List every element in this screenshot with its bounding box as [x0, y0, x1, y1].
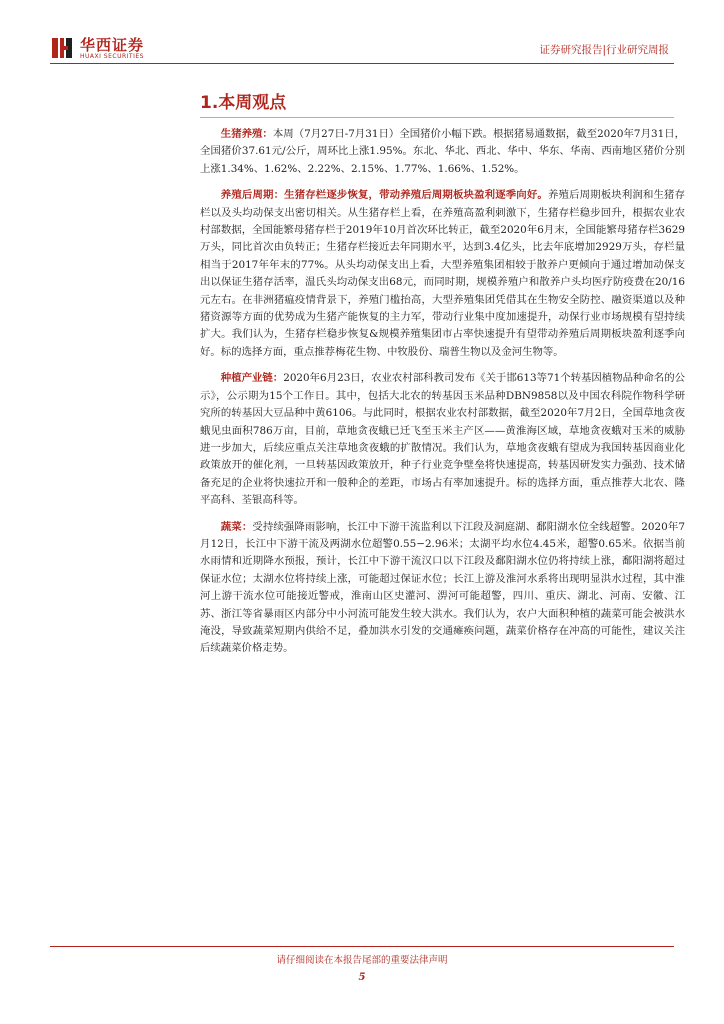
logo-chinese-name: 华西证券 — [80, 36, 145, 54]
legal-notice: 请仔细阅读在本报告尾部的重要法律声明 — [276, 955, 448, 966]
paragraph-text: 养殖后周期板块利润和生猪存栏以及头均动保支出密切相关。从生猪存栏上看，在养殖高盈利刺激下，生猪存栏稳步回升，根据农业农村部数据，全国能繁母猪存栏于2019年10月首次环比转正，截至2020年6月末，全国能繁母猪存栏3629万头，同比首次由负转正；生猪存栏接近去年同期水平，达到3.4亿头，比去年底增加2929万头，存栏量相当于2017年年末的77%。从头均动保支出上看，大型养殖集团相较于散养户更倾向于通过增加动保支出以保证生猪存活率，温氏头均动保支出68元，而同时期，规模养殖户和散养户头均医疗防疫费在20/16元左右。在非洲猪瘟疫情背景下，养殖门槛抬高，大型养殖集团凭借其在生物安全防控、融资渠道以及种猪资源等方面的优势成为生猪产能恢复的主力军，带动行业集中度加速提升，动保行业市场规模有望持续扩大。我们认为，生猪存栏稳步恢复&规模养殖集团市占率快速提升有望带动养殖后周期板块盈利逐季向好。标的选择方面，重点推荐梅花生物、中牧股份、瑞普生物以及金河生物等。 — [200, 189, 686, 358]
huaxi-logo-icon — [50, 36, 74, 60]
paragraph-text: 受持续强降雨影响，长江中下游干流监利以下江段及洞庭湖、鄱阳湖水位全线超警。2020年7月12日，长江中下游干流及两湖水位超警0.55−2.96米；太湖平均水位4.45米，超警0.65米。依据当前水雨情和近期降水预报，预计，长江中下游干流汉口以下江段及鄱阳湖水位仍将持续上涨，鄱阳湖将超过保证水位；太湖水位将持续上涨，可能超过保证水位；长江上游及淮河水系将出现明显洪水过程，其中淮河上游干流水位可能接近警戒，淮南山区史灌河、淠河可能超警，四川、重庆、湖北、河南、安徽、江苏、浙江等省暴雨区内部分中小河流可能发生较大洪水。我们认为，农户大面积种植的蔬菜可能会被洪水淹没，导致蔬菜短期内供给不足，叠加洪水引发的交通瘫痪问题，蔬菜价格存在冲高的可能性，建议关注后续蔬菜价格走势。 — [200, 520, 685, 655]
paragraph-lead: 蔬菜： — [220, 520, 253, 533]
company-logo — [50, 36, 180, 64]
paragraph-text: 本周（7月27日-7月31日）全国猪价小幅下跌。根据猪易通数据，截至2020年7月31日，全国猪价37.61元/公斤，周环比上涨1.95%。东北、华北、西北、华中、华东、华南、西南地区猪价分别上涨1.34%、1.62%、2.22%、2.15%、1.77%、1.66%、1.52%。 — [200, 128, 686, 175]
header-divider — [50, 63, 674, 64]
report-body — [200, 126, 685, 667]
paragraph-planting-chain — [200, 370, 685, 509]
paragraph-text: 2020年6月23日，农业农村部科教司发布《关于邯613等71个转基因植物品种命名的公示》，公示期为15个工作日。其中，包括大北农的转基因玉米品种DBN9858以及中国农科院作物科学研究所的转基因大豆品种中黄6106。与此同时，根据农业农村部数据，截至2020年7月2日，全国草地贪夜蛾见虫面积786万亩，目前，草地贪夜蛾已迁飞至玉米主产区——黄淮海区域，草地贪夜蛾对玉米的威胁进一步加大，后续应重点关注草地贪夜蛾的扩散情况。我们认为，草地贪夜蛾有望成为我国转基因商业化政策放开的催化剂，一旦转基因政策放开，种子行业竞争壁垒将快速提高，转基因研发实力强劲、技术储备充足的企业将快速拉开和一般种企的差距，市场占有率加速提升。标的选择方面，重点推荐大北农、隆平高科、荃银高科等。 — [200, 372, 685, 507]
paragraph-post-cycle — [200, 187, 685, 361]
paragraph-lead: 生猪养殖： — [220, 128, 273, 140]
logo-english-name: HUAXI SECURITIES — [80, 53, 144, 60]
page-header — [0, 0, 724, 70]
section-divider — [200, 117, 674, 118]
page-number: 5 — [358, 972, 366, 983]
paragraph-lead: 种植产业链： — [220, 372, 284, 385]
paragraph-hog-farming — [200, 126, 685, 178]
paragraph-vegetables — [200, 519, 685, 658]
footer-divider — [50, 946, 674, 947]
section-title: 1.本周观点 — [200, 93, 287, 113]
report-type-label: 证券研究报告|行业研究周报 — [539, 44, 669, 56]
paragraph-lead: 养殖后周期：生猪存栏逐步恢复，带动养殖后周期板块盈利逐季向好。 — [220, 189, 548, 202]
